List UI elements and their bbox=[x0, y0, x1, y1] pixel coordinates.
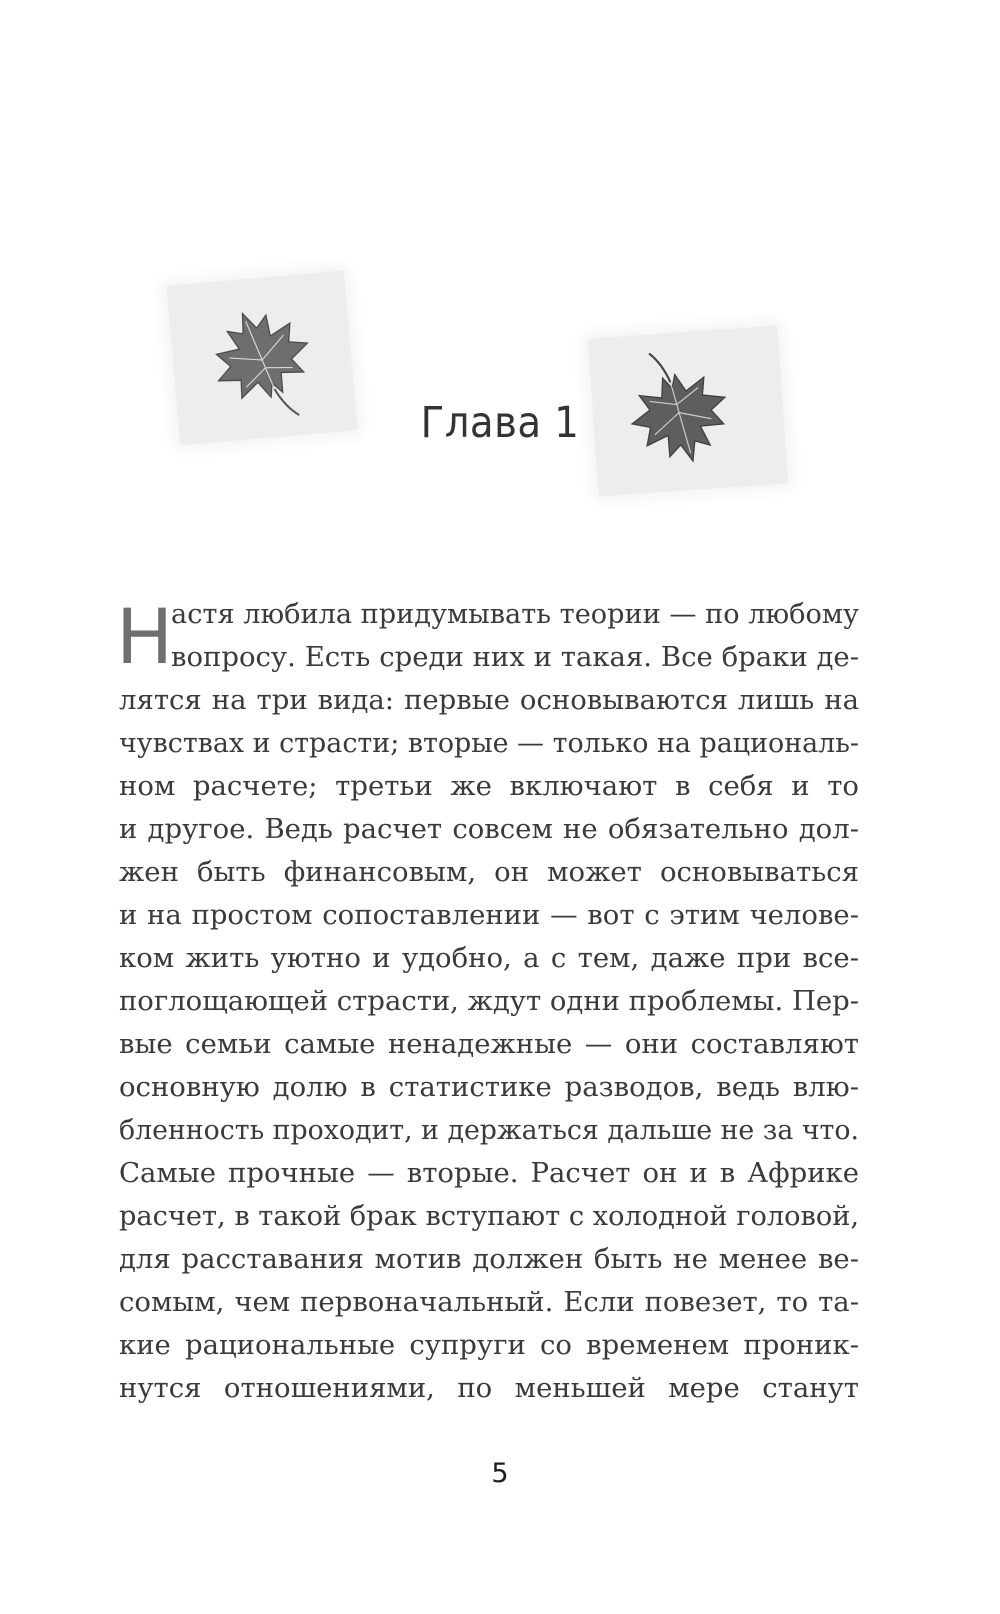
text-line: и на простом сопоставлении — вот с этим челове- bbox=[119, 899, 859, 931]
text-line: ком жить уютно и удобно, а с тем, даже при все- bbox=[119, 942, 859, 974]
text-line: и другое. Ведь расчет совсем не обязательно дол- bbox=[119, 813, 859, 845]
text-line: для расставания мотив должен быть не менее ве- bbox=[119, 1243, 859, 1275]
text-line: вые семьи самые ненадежные — они составляют bbox=[119, 1028, 859, 1060]
text-line: основную долю в статистике разводов, ведь влю- bbox=[119, 1071, 859, 1103]
text-line: кие рациональные супруги со временем проник- bbox=[119, 1329, 859, 1361]
text-line: лятся на три вида: первые основываются лишь на bbox=[119, 684, 859, 716]
chapter-title: Глава 1 bbox=[420, 398, 580, 448]
text-line-content: астя любила придумывать теории — по любому bbox=[171, 598, 859, 630]
chapter-body-text bbox=[116, 592, 859, 1410]
text-line: жен быть финансовым, он может основываться bbox=[119, 856, 859, 888]
text-line: бленность проходит, и держаться дальше не за что. bbox=[119, 1114, 859, 1146]
text-line: Самые прочные — вторые. Расчет он и в Африке bbox=[119, 1157, 859, 1189]
text-line: ном расчете; третьи же включают в себя и то bbox=[119, 770, 859, 802]
text-line: чувствах и страсти; вторые — только на рациональ- bbox=[119, 727, 859, 759]
page-number: 5 bbox=[491, 1458, 509, 1489]
text-line: нутся отношениями, по меньшей мере станут bbox=[119, 1372, 859, 1404]
text-line: сомым, чем первоначальный. Если повезет, то та- bbox=[119, 1286, 859, 1318]
text-line: вопросу. Есть среди них и такая. Все браки де- bbox=[171, 641, 859, 673]
text-line: поглощающей страсти, ждут одни проблемы. Пер- bbox=[119, 985, 859, 1017]
text-line: расчет, в такой брак вступают с холодной головой, bbox=[119, 1200, 859, 1232]
drop-cap: Н bbox=[116, 592, 174, 681]
